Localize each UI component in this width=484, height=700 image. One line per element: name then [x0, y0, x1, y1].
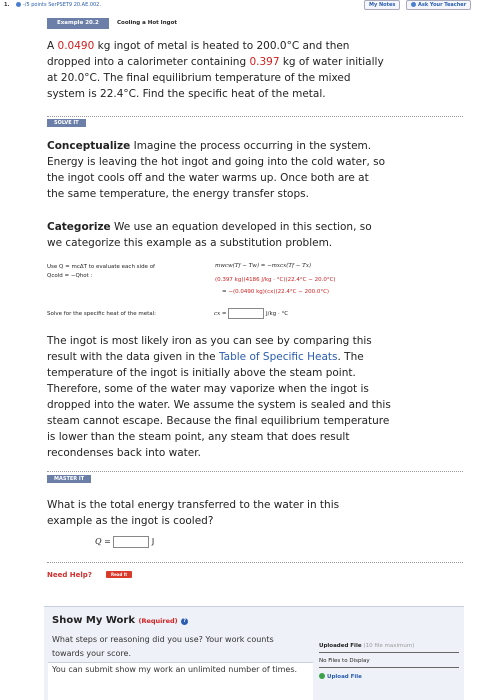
equation-balance: mwcw(Tf − Tw) = −mxcx(Tf − Tx) — [215, 263, 312, 269]
no-files-text: No Files to Display — [319, 658, 370, 664]
equation-metal-values: −(0.0490 kg)(cx)(22.4°C − 200.0°C) — [228, 289, 330, 295]
uploaded-files-section — [319, 641, 459, 682]
show-my-work-description: What steps or reasoning did you use? Your work counts towards your score. — [52, 635, 274, 658]
uploaded-file-header — [319, 641, 459, 651]
question-header — [0, 0, 484, 12]
energy-input[interactable] — [113, 536, 149, 548]
solve-it-tag: SOLVE IT — [47, 119, 86, 127]
conceptualize-paragraph — [47, 138, 387, 202]
expand-dot-icon[interactable] — [16, 2, 21, 7]
required-label: (Required) — [138, 617, 178, 625]
master-it-tag: MASTER IT — [47, 475, 91, 483]
use-equation-line-2: Qcold = −Qhot : — [47, 273, 93, 279]
problem-text-3: kg of water initially at 20.0°C. The final equilibrium temperature of the mixed system is 22.4°C. Find the specific heat of the metal. — [47, 56, 384, 100]
show-my-work-note: You can submit show my work an unlimited number of times. — [48, 662, 313, 700]
upload-icon — [319, 673, 325, 679]
analysis-text-1: The ingot is most likely iron as you can see by comparing this result with the data given in the — [47, 335, 372, 363]
specific-heat-input[interactable] — [228, 308, 264, 319]
solve-for-label: Solve for the specific heat of the metal: — [47, 311, 157, 317]
read-it-button[interactable]: Read It — [106, 571, 132, 578]
conceptualize-text: Imagine the process occurring in the system. Energy is leaving the hot ingot and going into the cold water, so the ingot cools off and the water warms up. Once both are at the same temperature, the energy transfer stops. — [47, 140, 386, 200]
assignment-code: SerPSET9 20.AE.002. — [48, 2, 101, 8]
problem-statement — [47, 38, 387, 102]
conceptualize-heading: Conceptualize — [47, 140, 131, 152]
equation-water-side: (0.397 kg)(4186 J/kg · °C)(22.4°C − 20.0°C) — [215, 277, 336, 283]
plus-icon — [411, 2, 416, 7]
divider — [319, 667, 459, 668]
divider — [319, 652, 459, 653]
use-equation-line-1: Use Q = mcΔT to evaluate each side of — [47, 264, 155, 270]
analysis-paragraph — [47, 333, 392, 461]
mass-metal-value: 0.0490 — [57, 40, 95, 52]
divider — [47, 471, 463, 472]
specific-heats-table-link[interactable]: Table of Specific Heats — [218, 351, 338, 363]
question-number: 1. — [4, 2, 10, 8]
info-icon[interactable]: ? — [181, 618, 188, 625]
divider — [47, 562, 463, 563]
specific-heat-unit: J/kg · °C — [266, 311, 289, 317]
example-tag: Example 20.2 — [47, 18, 109, 29]
energy-unit: J — [151, 537, 155, 546]
ask-teacher-button[interactable] — [406, 0, 471, 10]
points-label: -/5 points — [23, 2, 47, 8]
points-line — [16, 2, 101, 8]
use-equation-label — [47, 263, 155, 281]
categorize-paragraph — [47, 219, 387, 251]
divider — [47, 116, 463, 117]
mass-water-value: 0.397 — [249, 56, 280, 68]
specific-heat-answer — [214, 308, 288, 319]
show-my-work-title — [52, 615, 188, 626]
show-my-work-panel — [44, 606, 464, 700]
categorize-heading: Categorize — [47, 221, 111, 233]
specific-heat-var: cx = — [214, 311, 227, 317]
equation-metal-side — [222, 288, 329, 297]
my-notes-button[interactable]: My Notes — [364, 0, 400, 10]
upload-file-label: Upload File — [327, 674, 362, 680]
energy-answer — [95, 535, 154, 549]
show-my-work-heading: Show My Work — [52, 615, 135, 626]
need-help-label: Need Help? — [47, 571, 92, 579]
example-name: Cooling a Hot Ingot — [117, 20, 177, 26]
categorize-text: We use an equation developed in this section, so we categorize this example as a substitution problem. — [47, 221, 372, 249]
master-question: What is the total energy transferred to the water in this example as the ingot is cooled? — [47, 499, 340, 527]
problem-text-2: kg ingot of metal is heated to 200.0°C and then dropped into a calorimeter containing — [47, 40, 350, 68]
analysis-text-2: . The temperature of the ingot is initially above the steam point. Therefore, some of the water may vaporize when the ingot is dropped into the water. We assume the system is sealed and this steam cannot escape. Because the final equilibrium temperature is lower than the steam point, any steam that does result recondenses back into water. — [47, 351, 391, 459]
problem-text-1: A — [47, 40, 58, 52]
energy-var: Q = — [95, 537, 111, 546]
uploaded-file-label: Uploaded File — [319, 643, 362, 649]
equation-equals: = — [222, 289, 229, 295]
upload-file-button[interactable] — [319, 672, 459, 682]
file-max-note: (10 file maximum) — [363, 643, 415, 649]
ask-teacher-label: Ask Your Teacher — [418, 2, 467, 8]
